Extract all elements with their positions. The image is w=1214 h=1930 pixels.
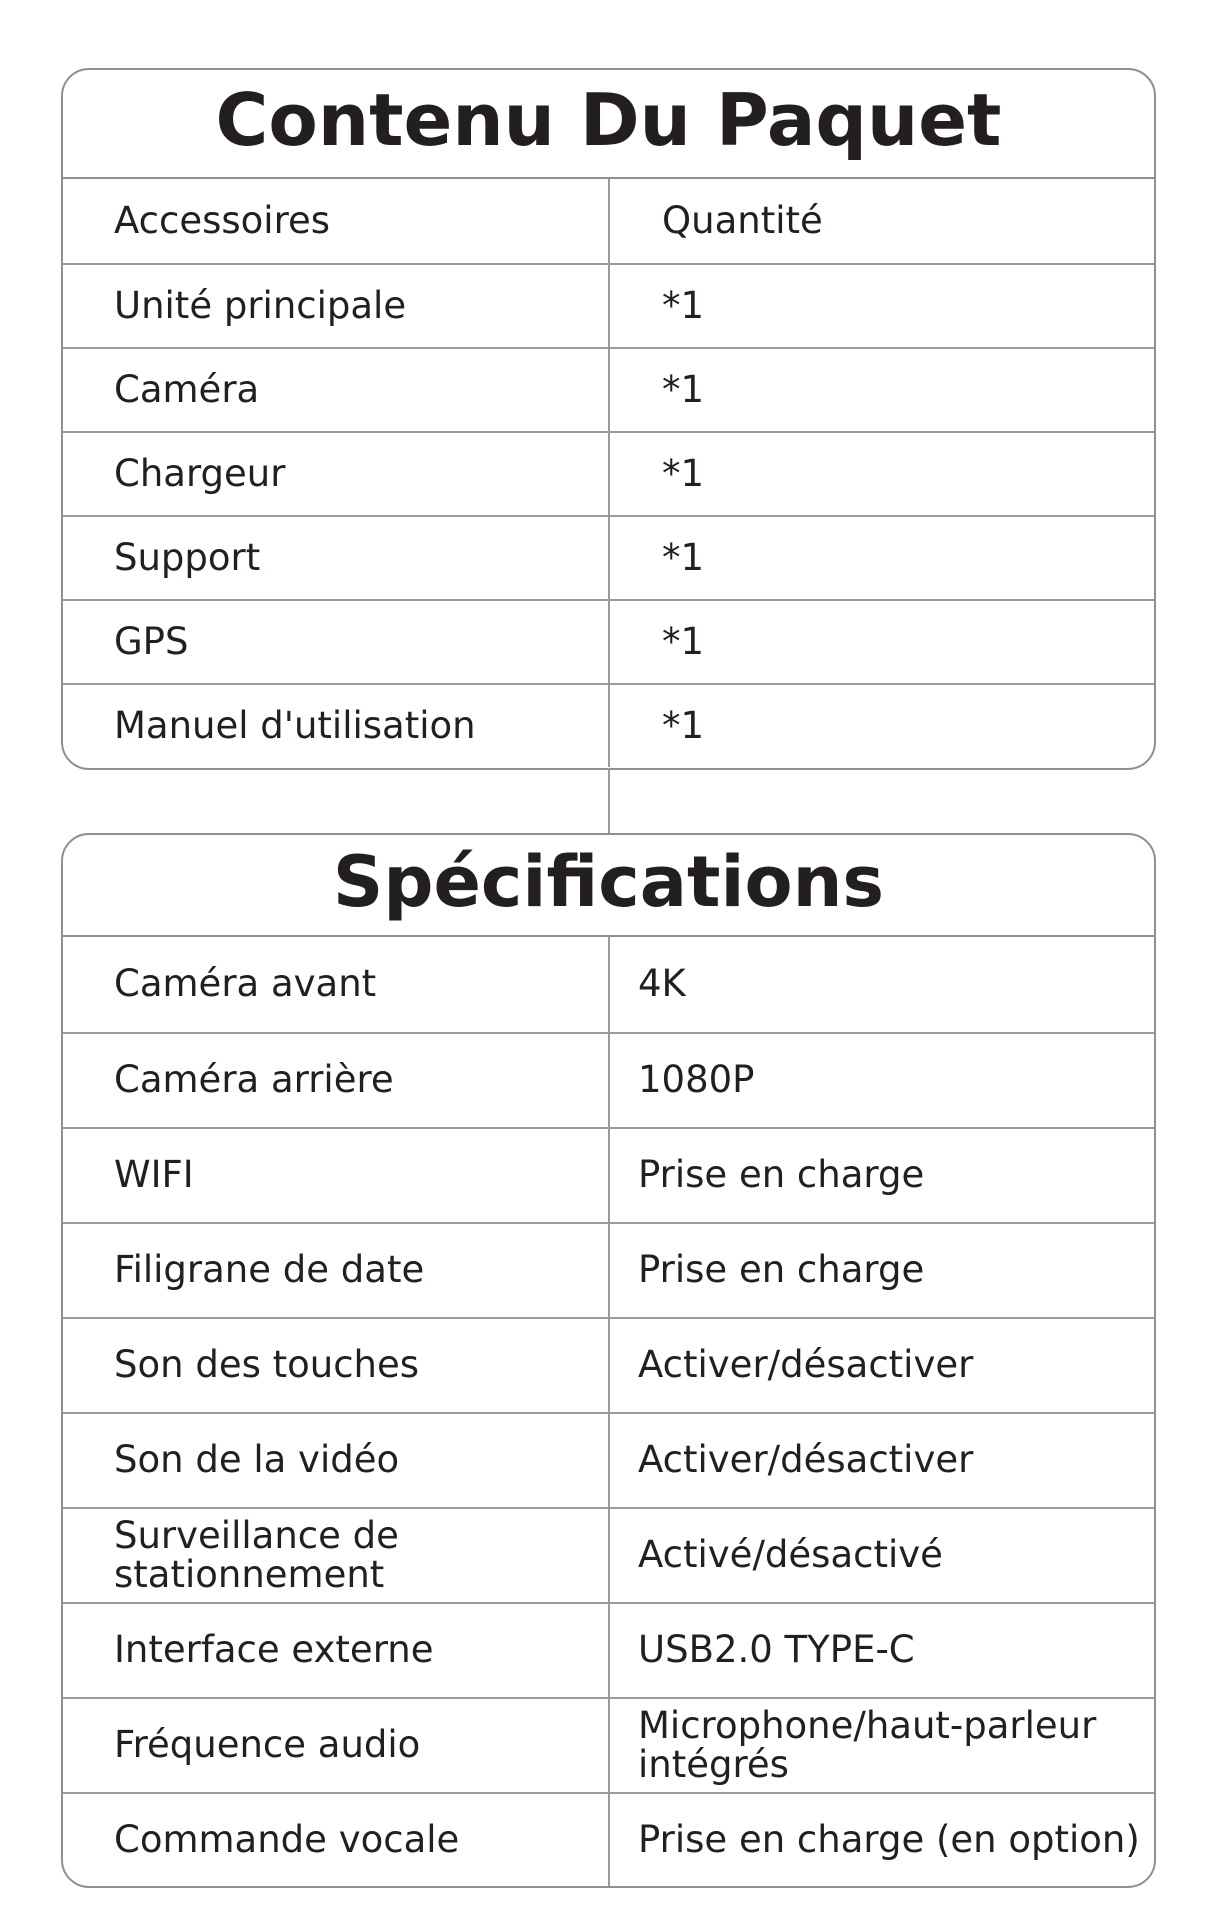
spec-row bbox=[63, 937, 1154, 1032]
package-header-row bbox=[63, 179, 1154, 263]
package-item-name: Caméra bbox=[63, 349, 610, 431]
spec-label: Son des touches bbox=[63, 1319, 610, 1412]
spec-value: 4K bbox=[638, 962, 686, 1006]
package-item-name: Manuel d'utilisation bbox=[63, 685, 610, 767]
spec-row bbox=[63, 1032, 1154, 1127]
spec-value: Prise en charge (en option) bbox=[638, 1818, 1140, 1862]
package-item-row bbox=[63, 599, 1154, 683]
spec-row bbox=[63, 1697, 1154, 1792]
package-item-row bbox=[63, 263, 1154, 347]
spec-value: Activer/désactiver bbox=[638, 1343, 974, 1387]
spec-value: Prise en charge bbox=[638, 1153, 925, 1197]
spec-row bbox=[63, 1222, 1154, 1317]
quantity-column-header: Quantité bbox=[662, 198, 823, 242]
spec-row bbox=[63, 1507, 1154, 1602]
package-item-name: Unité principale bbox=[63, 265, 610, 347]
spec-value: Activé/désactivé bbox=[638, 1533, 943, 1577]
package-item-row bbox=[63, 683, 1154, 767]
specifications-title: Spécifications bbox=[63, 835, 1154, 937]
spec-label: WIFI bbox=[63, 1129, 610, 1222]
package-item-quantity: *1 bbox=[662, 283, 705, 327]
spec-label: Son de la vidéo bbox=[63, 1414, 610, 1507]
spec-label: Interface externe bbox=[63, 1604, 610, 1697]
column-divider-connector bbox=[608, 768, 610, 835]
spec-value: Activer/désactiver bbox=[638, 1438, 974, 1482]
spec-label: Commande vocale bbox=[63, 1794, 610, 1887]
package-contents-table bbox=[61, 68, 1156, 770]
package-item-name: Chargeur bbox=[63, 433, 610, 515]
spec-row bbox=[63, 1317, 1154, 1412]
spec-label: Filigrane de date bbox=[63, 1224, 610, 1317]
spec-value: USB2.0 TYPE-C bbox=[638, 1628, 915, 1672]
package-item-row bbox=[63, 347, 1154, 431]
spec-value: 1080P bbox=[638, 1058, 755, 1102]
accessories-column-header: Accessoires bbox=[63, 179, 610, 263]
spec-label: Fréquence audio bbox=[63, 1699, 610, 1792]
package-item-row bbox=[63, 431, 1154, 515]
spec-label: Surveillance de stationnement bbox=[63, 1509, 610, 1602]
specifications-table bbox=[61, 833, 1156, 1888]
spec-value: Microphone/haut-parleur intégrés bbox=[638, 1703, 1097, 1786]
package-item-quantity: *1 bbox=[662, 367, 705, 411]
spec-row bbox=[63, 1792, 1154, 1887]
package-item-row bbox=[63, 515, 1154, 599]
spec-value: Prise en charge bbox=[638, 1248, 925, 1292]
spec-row bbox=[63, 1602, 1154, 1697]
package-item-quantity: *1 bbox=[662, 619, 705, 663]
spec-label: Caméra avant bbox=[63, 937, 610, 1032]
package-item-quantity: *1 bbox=[662, 451, 705, 495]
package-item-name: Support bbox=[63, 517, 610, 599]
package-item-quantity: *1 bbox=[662, 535, 705, 579]
spec-row bbox=[63, 1412, 1154, 1507]
package-contents-title: Contenu Du Paquet bbox=[63, 70, 1154, 179]
package-item-name: GPS bbox=[63, 601, 610, 683]
spec-label: Caméra arrière bbox=[63, 1034, 610, 1127]
spec-row bbox=[63, 1127, 1154, 1222]
package-item-quantity: *1 bbox=[662, 703, 705, 747]
